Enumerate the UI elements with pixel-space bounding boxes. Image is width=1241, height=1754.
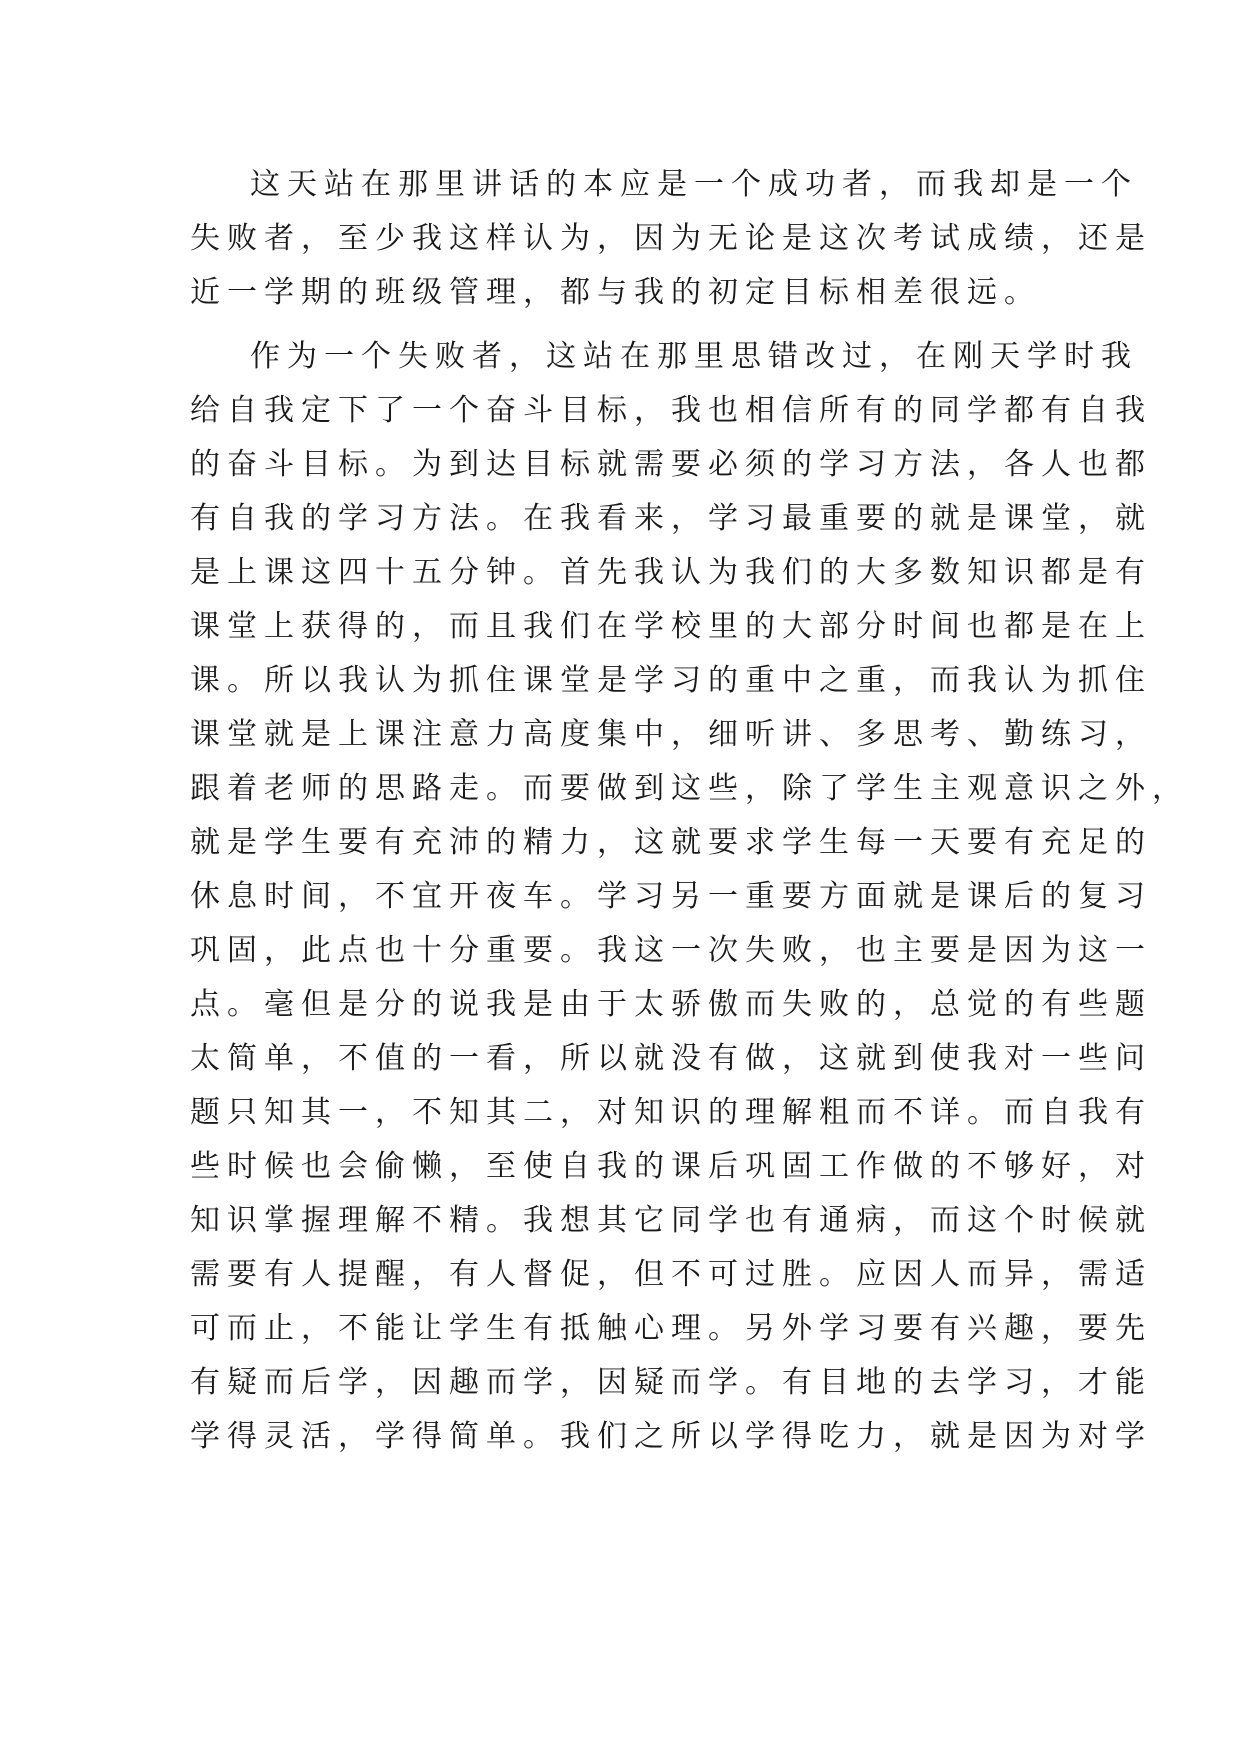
- text-line: 可而止，不能让学生有抵触心理。另外学习要有兴趣，要先: [190, 1311, 1152, 1346]
- text-line: 太简单，不值的一看，所以就没有做，这就到使我对一些问: [190, 1041, 1152, 1076]
- paragraph-2: [190, 330, 1189, 1464]
- text-line: 些时候也会偷懒，至使自我的课后巩固工作做的不够好，对: [190, 1149, 1152, 1184]
- text-line: 有自我的学习方法。在我看来，学习最重要的就是课堂，就: [190, 501, 1152, 536]
- text-line: 有疑而后学，因趣而学，因疑而学。有目地的去学习，才能: [190, 1365, 1152, 1400]
- text-line: 需要有人提醒，有人督促，但不可过胜。应因人而异，需适: [190, 1257, 1152, 1292]
- text-line: 知识掌握理解不精。我想其它同学也有通病，而这个时候就: [190, 1203, 1152, 1238]
- text-line: 学得灵活，学得简单。我们之所以学得吃力，就是因为对学: [190, 1419, 1152, 1454]
- text-line: 就是学生要有充沛的精力，这就要求学生每一天要有充足的: [190, 825, 1152, 860]
- text-line: 跟着老师的思路走。而要做到这些，除了学生主观意识之外，: [190, 771, 1189, 806]
- text-line: 题只知其一，不知其二，对知识的理解粗而不详。而自我有: [190, 1095, 1152, 1130]
- text-line: 给自我定下了一个奋斗目标，我也相信所有的同学都有自我: [190, 393, 1152, 428]
- text-line: 近一学期的班级管理，都与我的初定目标相差很远。: [190, 275, 1041, 310]
- text-line: 失败者，至少我这样认为，因为无论是这次考试成绩，还是: [190, 221, 1152, 256]
- text-line: 这天站在那里讲话的本应是一个成功者，而我却是一个: [250, 167, 1138, 202]
- text-line: 是上课这四十五分钟。首先我认为我们的大多数知识都是有: [190, 555, 1152, 590]
- paragraph-1: [190, 158, 1152, 320]
- text-line: 巩固，此点也十分重要。我这一次失败，也主要是因为这一: [190, 933, 1152, 968]
- text-line: 点。毫但是分的说我是由于太骄傲而失败的，总觉的有些题: [190, 987, 1152, 1022]
- text-line: 课堂就是上课注意力高度集中，细听讲、多思考、勤练习，: [190, 717, 1152, 752]
- text-line: 课。所以我认为抓住课堂是学习的重中之重，而我认为抓住: [190, 663, 1152, 698]
- text-line: 的奋斗目标。为到达目标就需要必须的学习方法，各人也都: [190, 447, 1152, 482]
- text-line: 课堂上获得的，而且我们在学校里的大部分时间也都是在上: [190, 609, 1152, 644]
- text-line: 休息时间，不宜开夜车。学习另一重要方面就是课后的复习: [190, 879, 1152, 914]
- text-line: 作为一个失败者，这站在那里思错改过，在刚天学时我: [250, 339, 1138, 374]
- document-body: [190, 158, 1189, 1464]
